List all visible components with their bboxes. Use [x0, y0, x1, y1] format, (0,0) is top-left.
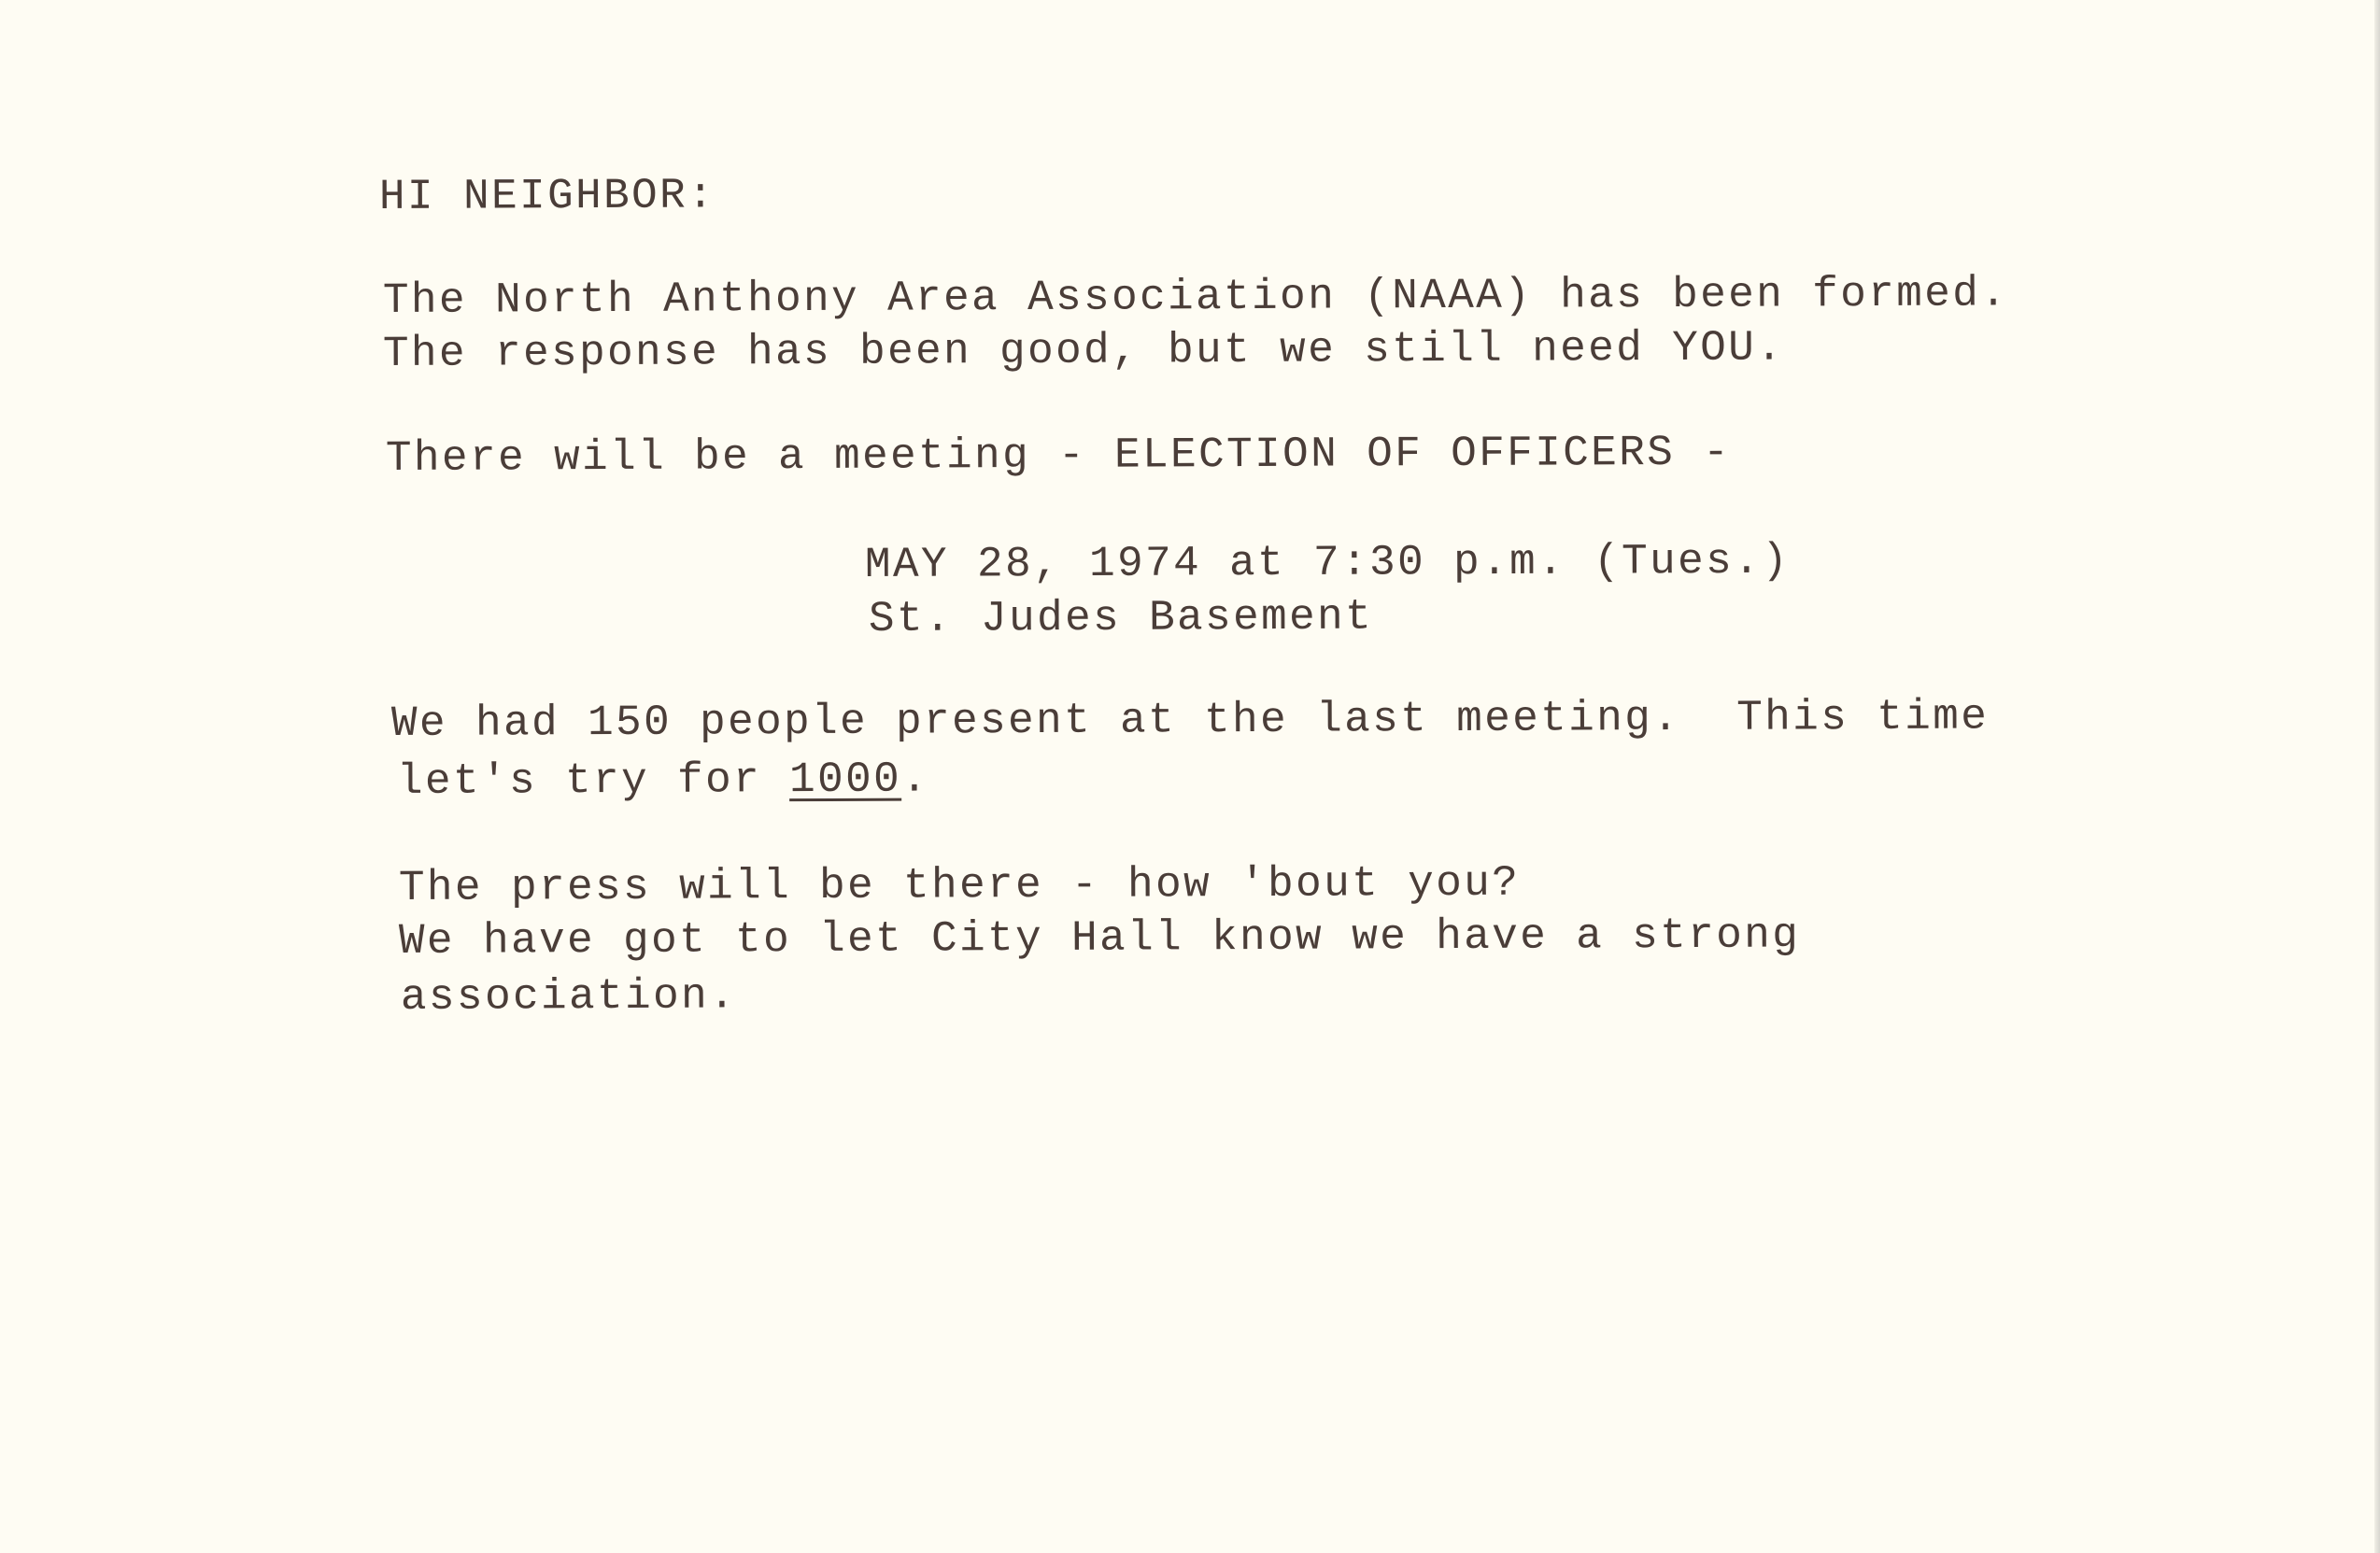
meeting-announcement: There will be a meeting - ELECTION OF OFFICERS - — [385, 428, 1732, 483]
para3-prefix: let's try for — [396, 755, 790, 806]
meeting-location: St. Judes Basement — [868, 592, 1374, 643]
para1-line2: The response has been good, but we still need YOU. — [382, 323, 1785, 378]
meeting-datetime: MAY 28, 1974 at 7:30 p.m. (Tues.) — [864, 536, 1791, 589]
para4-line2: We have got to let City Hall know we have a strong — [398, 911, 1801, 966]
para4-line1: The press will be there - how 'bout you? — [398, 858, 1521, 912]
greeting: HI NEIGHBOR: — [378, 171, 716, 221]
page-edge — [2374, 0, 2380, 1553]
para4-line3: association. — [400, 971, 738, 1022]
para3-line2 — [397, 752, 929, 810]
para3-suffix: . — [900, 755, 930, 804]
para1-line1: The North Anthony Area Association (NAAA) has been formed. — [382, 269, 2009, 325]
attendance-goal: 1000 — [788, 755, 902, 805]
para3-line1: We had 150 people present at the last meeting. This time — [390, 692, 1990, 748]
